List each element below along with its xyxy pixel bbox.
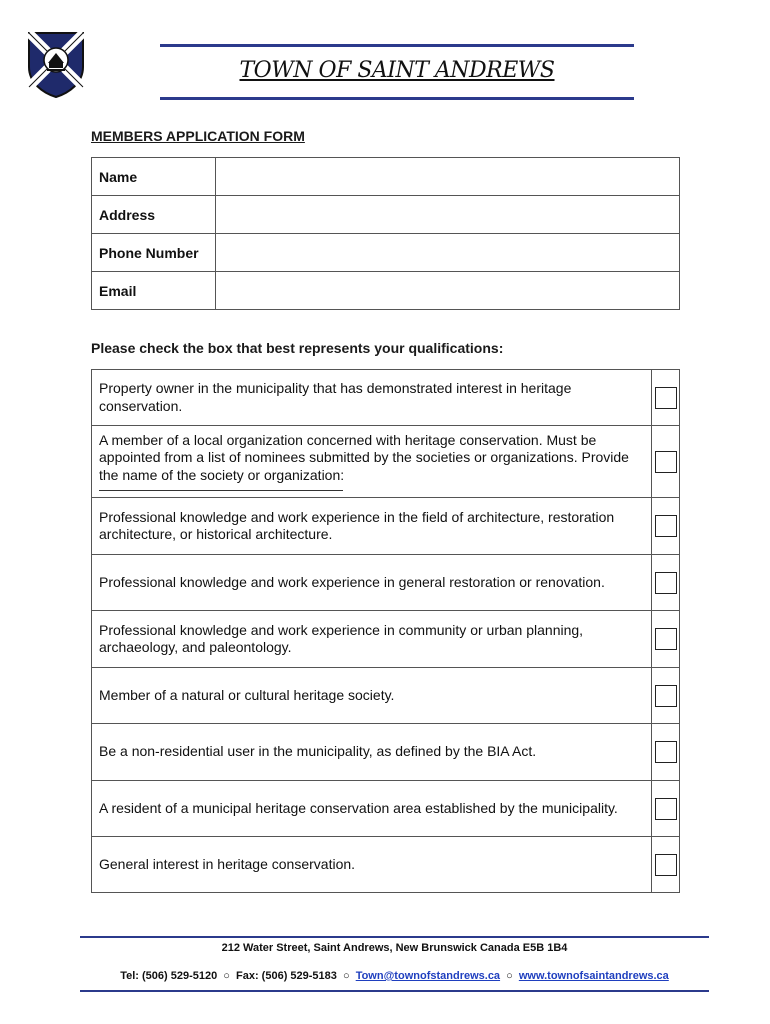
qualification-text: Professional knowledge and work experience in general restoration or renovation. — [92, 555, 652, 611]
header-top-rule — [160, 44, 634, 47]
footer-email-link[interactable]: Town@townofstandrews.ca — [355, 970, 501, 982]
email-label: Email — [92, 272, 216, 310]
qualification-checkbox[interactable] — [655, 854, 677, 876]
qualification-row — [92, 724, 680, 781]
footer-bottom-rule — [80, 990, 709, 992]
qualification-text: Professional knowledge and work experience in community or urban planning, archaeology, and paleontology. — [92, 611, 652, 668]
organization-name-blank[interactable] — [99, 490, 343, 491]
field-row-address — [92, 196, 680, 234]
applicant-info-table — [91, 157, 680, 310]
qualification-row — [92, 498, 680, 555]
field-row-phone — [92, 234, 680, 272]
qualification-row — [92, 426, 680, 498]
qualification-text: Property owner in the municipality that has demonstrated interest in heritage conservation. — [92, 370, 652, 426]
email-field[interactable] — [216, 272, 680, 310]
town-crest-logo — [27, 31, 85, 99]
qualification-checkbox[interactable] — [655, 387, 677, 409]
footer-fax: Fax: (506) 529-5183 — [236, 970, 337, 982]
qualification-row — [92, 370, 680, 426]
qualification-text-cell — [92, 426, 652, 498]
separator-circle-icon: ○ — [342, 970, 350, 982]
qualification-row — [92, 837, 680, 893]
footer-address: 212 Water Street, Saint Andrews, New Brunswick Canada E5B 1B4 — [221, 942, 568, 954]
qualification-row — [92, 555, 680, 611]
header-bottom-rule — [160, 97, 634, 100]
name-field[interactable] — [216, 158, 680, 196]
qualification-checkbox[interactable] — [655, 798, 677, 820]
address-label: Address — [92, 196, 216, 234]
qualification-checkbox[interactable] — [655, 572, 677, 594]
separator-circle-icon: ○ — [506, 970, 513, 982]
qualification-checkbox[interactable] — [655, 628, 677, 650]
qualification-text: Professional knowledge and work experience in the field of architecture, restoration architecture, or historical architecture. — [92, 498, 652, 555]
qualification-checkbox[interactable] — [655, 685, 677, 707]
phone-number-label: Phone Number — [92, 234, 216, 272]
footer-website-link[interactable]: www.townofsaintandrews.ca — [518, 970, 669, 982]
form-heading: MEMBERS APPLICATION FORM — [91, 128, 305, 144]
qualification-text: General interest in heritage conservation. — [92, 837, 652, 893]
footer-telephone: Tel: (506) 529-5120 — [120, 970, 218, 982]
separator-circle-icon: ○ — [223, 970, 230, 982]
qualification-text: A resident of a municipal heritage conservation area established by the municipality. — [92, 781, 652, 837]
qualification-text: Be a non-residential user in the municipality, as defined by the BIA Act. — [92, 724, 652, 781]
qualification-checkbox[interactable] — [655, 451, 677, 473]
qualification-text: A member of a local organization concerned with heritage conservation. Must be appointed from a list of nominees submitted by the societies or organizations. Provide the name of the society or organization: — [99, 431, 629, 483]
qualification-row — [92, 668, 680, 724]
qualifications-table — [91, 369, 680, 893]
qualification-checkbox[interactable] — [655, 741, 677, 763]
field-row-name — [92, 158, 680, 196]
page-title: TOWN OF SAINT ANDREWS — [239, 58, 555, 83]
name-label: Name — [92, 158, 216, 196]
qualifications-instructions: Please check the box that best represents your qualifications: — [91, 340, 504, 356]
qualification-row — [92, 781, 680, 837]
phone-number-field[interactable] — [216, 234, 680, 272]
footer-contact-line — [80, 970, 709, 982]
qualification-row — [92, 611, 680, 668]
qualification-checkbox[interactable] — [655, 515, 677, 537]
qualification-text: Member of a natural or cultural heritage society. — [92, 668, 652, 724]
footer-top-rule — [80, 936, 709, 938]
address-field[interactable] — [216, 196, 680, 234]
field-row-email — [92, 272, 680, 310]
